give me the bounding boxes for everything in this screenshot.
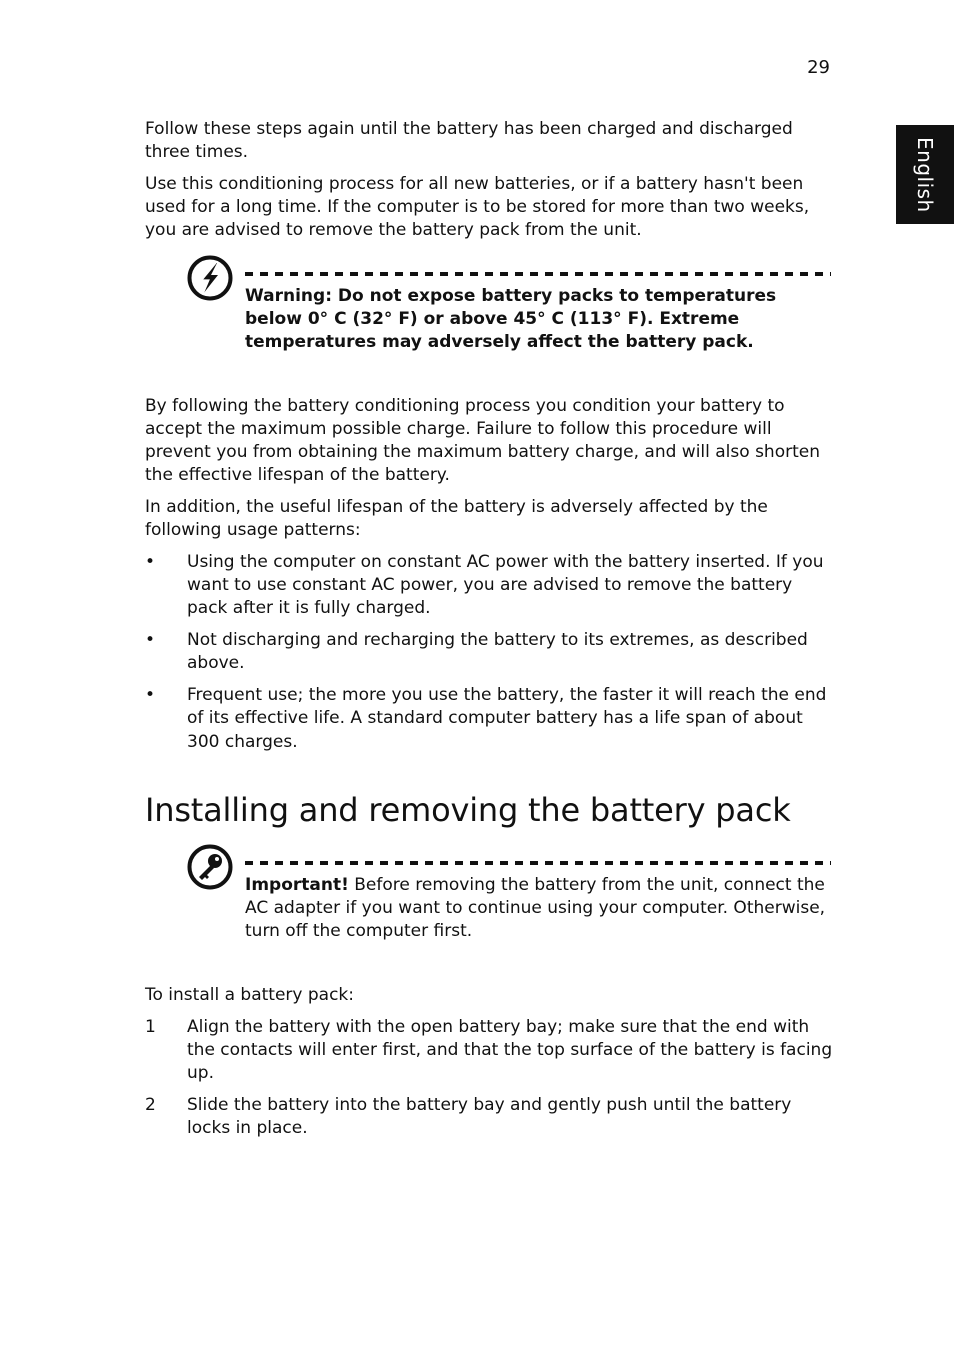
list-item (145, 1016, 833, 1086)
bullet-marker: • (145, 552, 156, 573)
step-number: 1 (145, 1016, 156, 1037)
step-text: Slide the battery into the battery bay and gently push until the battery locks in place. (187, 1094, 792, 1139)
paragraph: Use this conditioning process for all new batteries, or if a battery hasn't been used for a long time. If the computer is to be stored for more than two weeks, you are advised to remove the battery pack from the unit. (145, 174, 810, 241)
key-important-icon (187, 844, 233, 890)
list-item (145, 684, 833, 754)
language-tab-label: English (913, 136, 937, 213)
usage-pattern-list (145, 551, 833, 754)
paragraph: In addition, the useful lifespan of the battery is adversely affected by the following usage patterns: (145, 497, 768, 541)
bullet-marker: • (145, 630, 156, 651)
paragraph: To install a battery pack: (145, 984, 354, 1005)
list-item-text: Using the computer on constant AC power with the battery inserted. If you want to use constant AC power, you are advised to remove the battery pack after it is fully charged. (187, 552, 824, 619)
list-item-text: Not discharging and recharging the battery to its extremes, as described above. (187, 630, 808, 674)
list-item-text: Frequent use; the more you use the battery, the faster it will reach the end of its effective life. A standard computer battery has a life span of about 300 charges. (187, 685, 827, 752)
important-note (145, 844, 833, 954)
section-heading: Installing and removing the battery pack (145, 790, 791, 829)
list-item (145, 551, 833, 621)
language-tab (896, 125, 954, 224)
bullet-marker: • (145, 685, 156, 706)
list-item (145, 629, 833, 675)
page-content (145, 118, 833, 1149)
page-number: 29 (807, 57, 830, 78)
dotted-divider (245, 861, 831, 865)
important-text (245, 874, 833, 944)
paragraph: Follow these steps again until the battery has been charged and discharged three times. (145, 119, 793, 163)
warning-note (145, 255, 833, 365)
list-item (145, 1094, 833, 1140)
install-steps-list (145, 1016, 833, 1141)
warning-text: Warning: Do not expose battery packs to temperatures below 0° C (32° F) or above 45° C (113° F). Extreme temperatures may adversely affect the battery pack. (245, 285, 777, 353)
lightning-warning-icon (187, 255, 233, 301)
step-text: Align the battery with the open battery bay; make sure that the end with the contacts will enter first, and that the top surface of the battery is facing up. (187, 1016, 833, 1084)
paragraph: By following the battery conditioning process you condition your battery to accept the maximum possible charge. Failure to follow this procedure will prevent you from obtaining the maximum battery charge, and will also shorten the effective lifespan of the battery. (145, 395, 820, 486)
important-body: Before removing the battery from the unit, connect the AC adapter if you want to continue using your computer. Otherwise, turn off the computer first. (245, 874, 826, 942)
important-label: Important! (245, 874, 349, 895)
dotted-divider (245, 272, 831, 276)
step-number: 2 (145, 1094, 156, 1115)
